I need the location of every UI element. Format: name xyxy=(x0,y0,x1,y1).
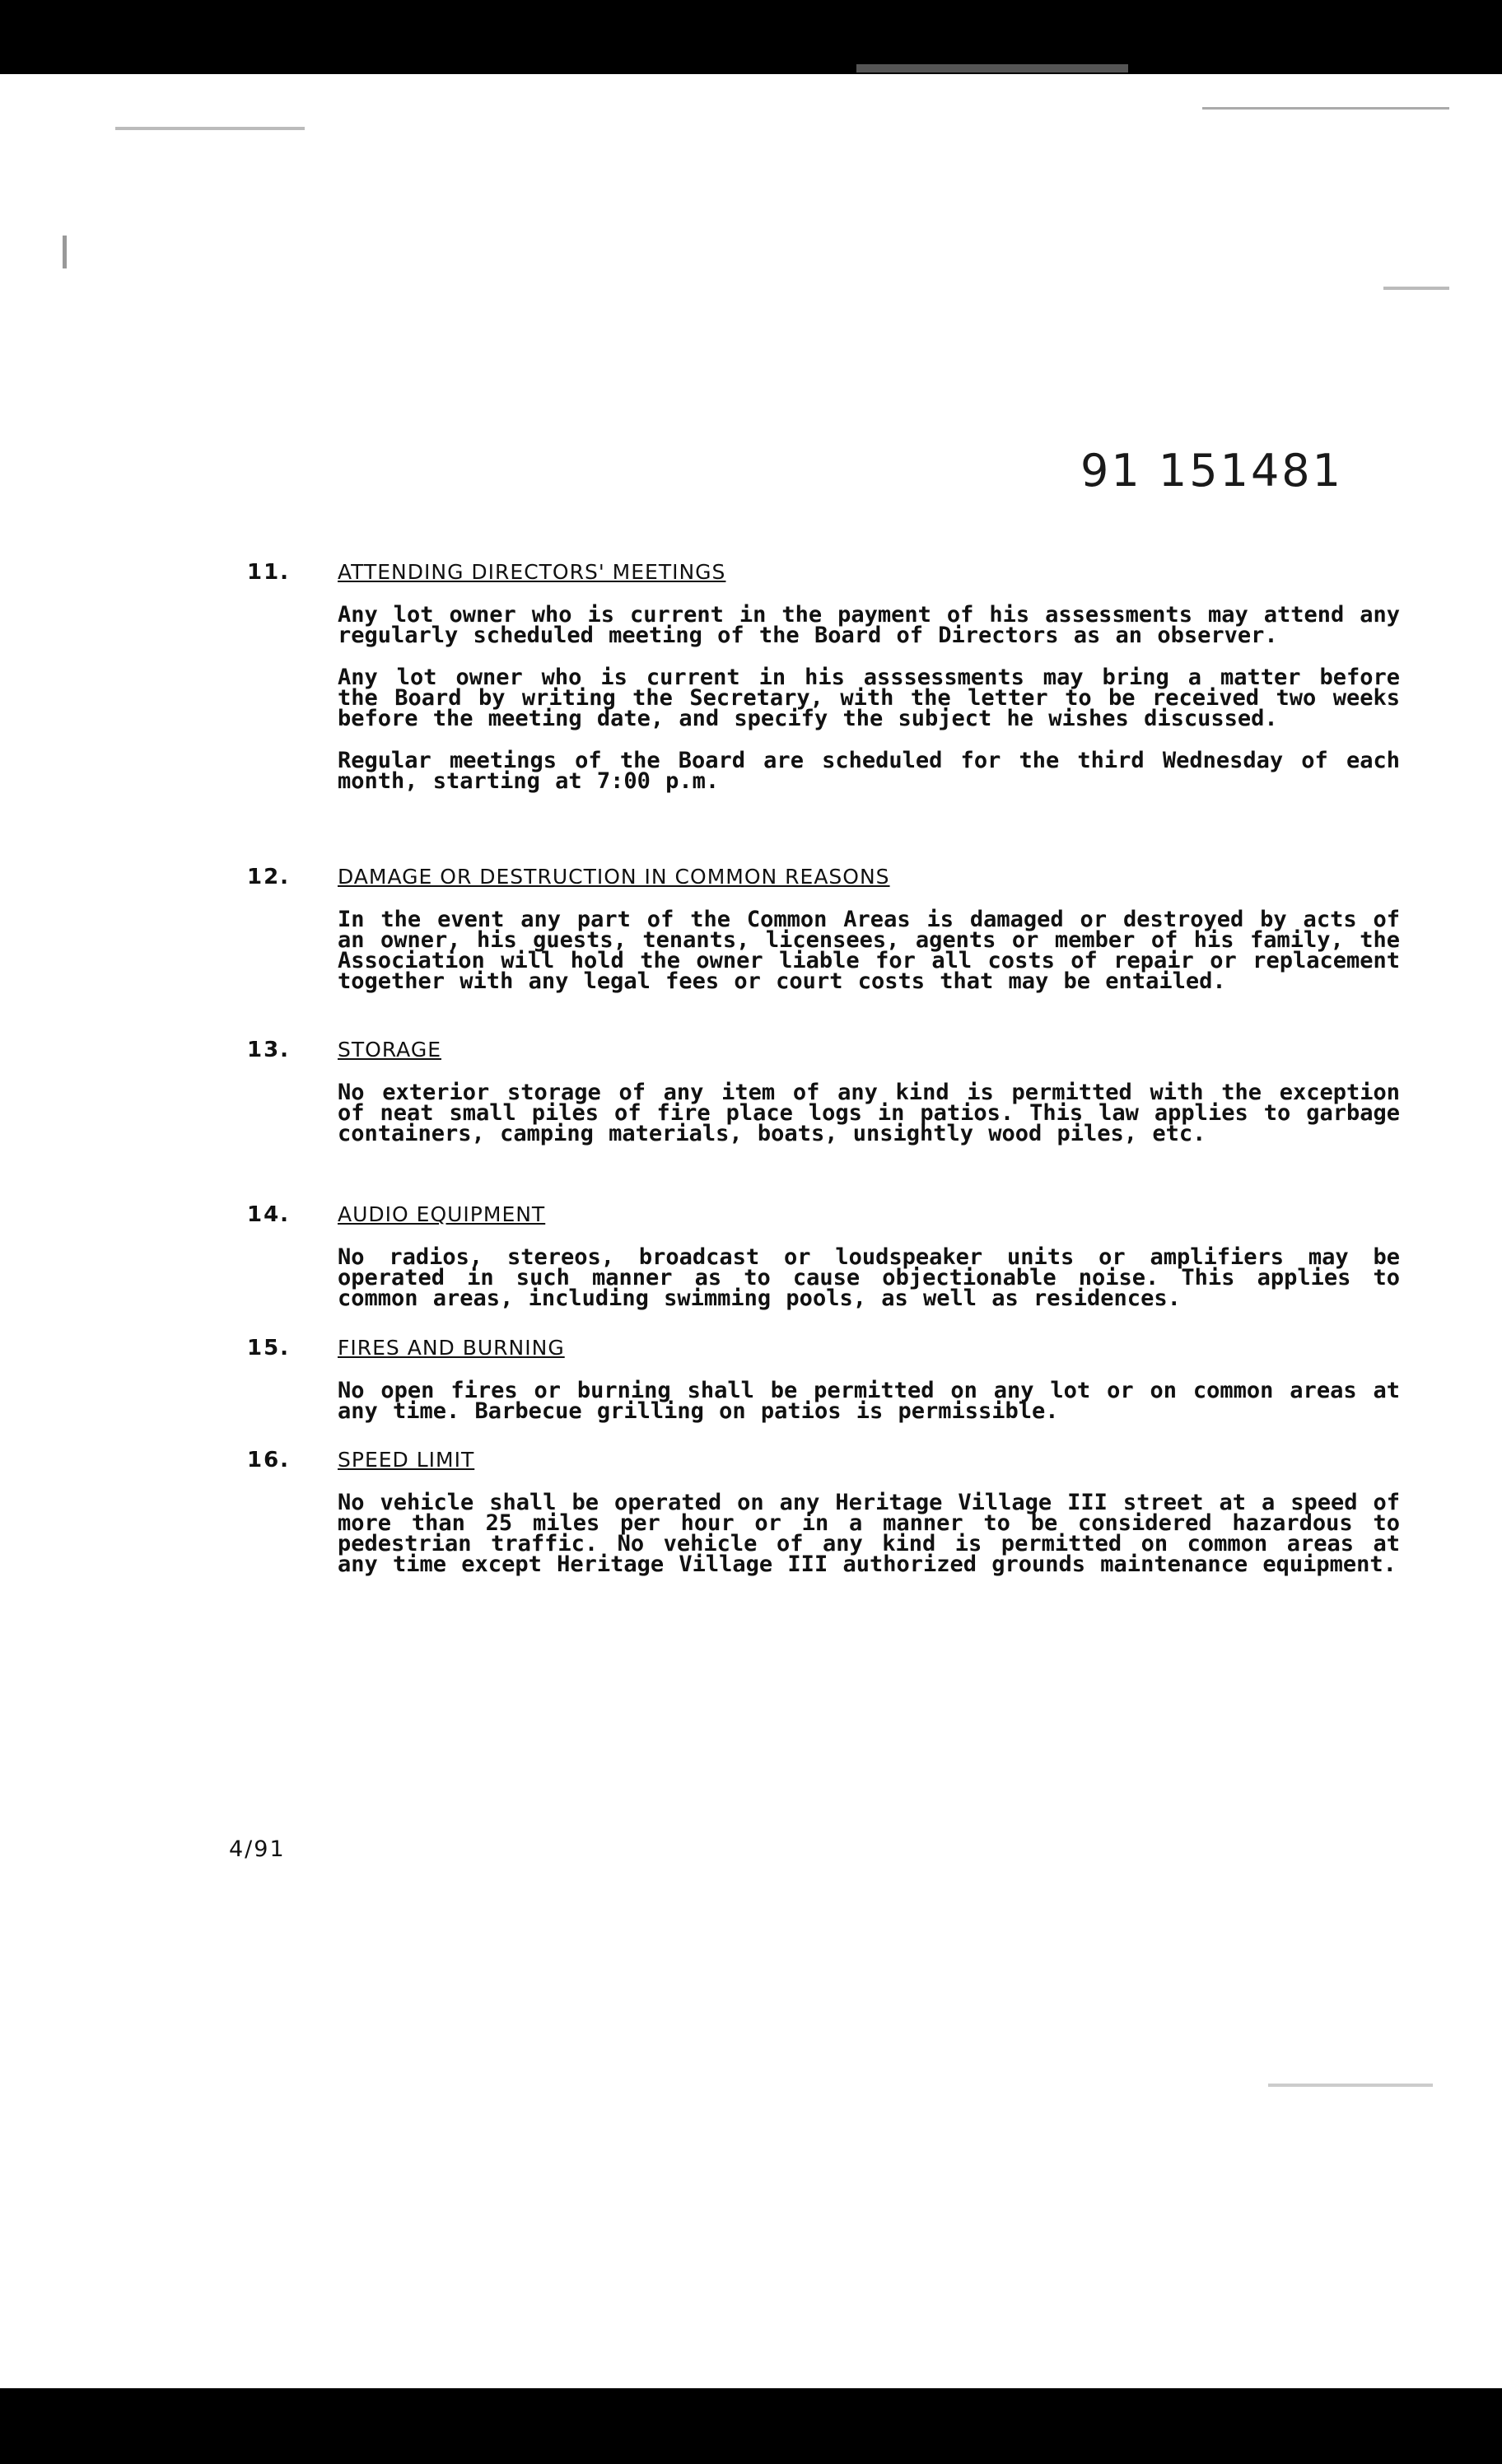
section-paragraph: No exterior storage of any item of any kind is permitted with the exception of neat small piles of fire place logs in patios. This law applies to garbage containers, camping materials, boats, unsightly wood piles, etc. xyxy=(338,1080,1400,1146)
section-paragraph: Any lot owner who is current in the payment of his assessments may attend any regularly scheduled meeting of the Board of Directors as an observer. xyxy=(338,602,1400,648)
footer-date: 4/91 xyxy=(229,1836,286,1862)
section-title: ATTENDING DIRECTORS' MEETINGS xyxy=(338,560,726,584)
section-number: 13. xyxy=(247,1038,291,1062)
section-title: AUDIO EQUIPMENT xyxy=(338,1202,546,1226)
scan-artifact xyxy=(1383,287,1449,290)
section-title: DAMAGE OR DESTRUCTION IN COMMON REASONS xyxy=(338,865,890,889)
document-page xyxy=(0,74,1502,2388)
scan-artifact xyxy=(63,236,67,268)
section-paragraph: No open fires or burning shall be permitted on any lot or on common areas at any time. Barbecue grilling on patios is permissible. xyxy=(338,1378,1400,1424)
section-number: 16. xyxy=(247,1448,291,1472)
scan-artifact xyxy=(856,64,1128,72)
section-title: STORAGE xyxy=(338,1038,442,1062)
section-12 xyxy=(247,865,1400,1013)
section-paragraph: In the event any part of the Common Areas is damaged or destroyed by acts of an owner, his guests, tenants, licensees, agents or member of his family, the Association will hold the owner liable for all costs of repair or replacement together with any legal fees or court costs that may be entailed. xyxy=(338,907,1400,994)
section-number: 15. xyxy=(247,1336,291,1360)
section-paragraph: No vehicle shall be operated on any Heritage Village III street at a speed of more than 25 miles per hour or in a manner to be considered hazardous to pedestrian traffic. No vehicle of any kind is permitted on common areas at any time except Heritage Village III authorized grounds maintenance equipment. xyxy=(338,1490,1400,1577)
section-title: FIRES AND BURNING xyxy=(338,1336,565,1360)
section-number: 14. xyxy=(247,1202,291,1227)
scan-artifact xyxy=(115,127,305,130)
section-paragraph: No radios, stereos, broadcast or loudspeaker units or amplifiers may be operated in such manner as to cause objectionable noise. This applies to common areas, including swimming pools, as well as residences. xyxy=(338,1244,1400,1311)
section-11 xyxy=(247,560,1400,813)
scan-artifact xyxy=(1202,107,1449,110)
section-title: SPEED LIMIT xyxy=(338,1448,475,1472)
section-paragraph: Regular meetings of the Board are scheduled for the third Wednesday of each month, starting at 7:00 p.m. xyxy=(338,748,1400,794)
document-number: 91 151481 xyxy=(1080,445,1344,497)
section-paragraph: Any lot owner who is current in his asssessments may bring a matter before the Board by writing the Secretary, with the letter to be received two weeks before the meeting date, and specify the subject he wishes discussed. xyxy=(338,665,1400,731)
section-13 xyxy=(247,1038,1400,1165)
scan-artifact xyxy=(1268,2084,1433,2087)
section-15 xyxy=(247,1336,1400,1443)
section-14 xyxy=(247,1202,1400,1330)
section-number: 11. xyxy=(247,560,291,585)
section-16 xyxy=(247,1448,1400,1596)
section-number: 12. xyxy=(247,865,291,889)
